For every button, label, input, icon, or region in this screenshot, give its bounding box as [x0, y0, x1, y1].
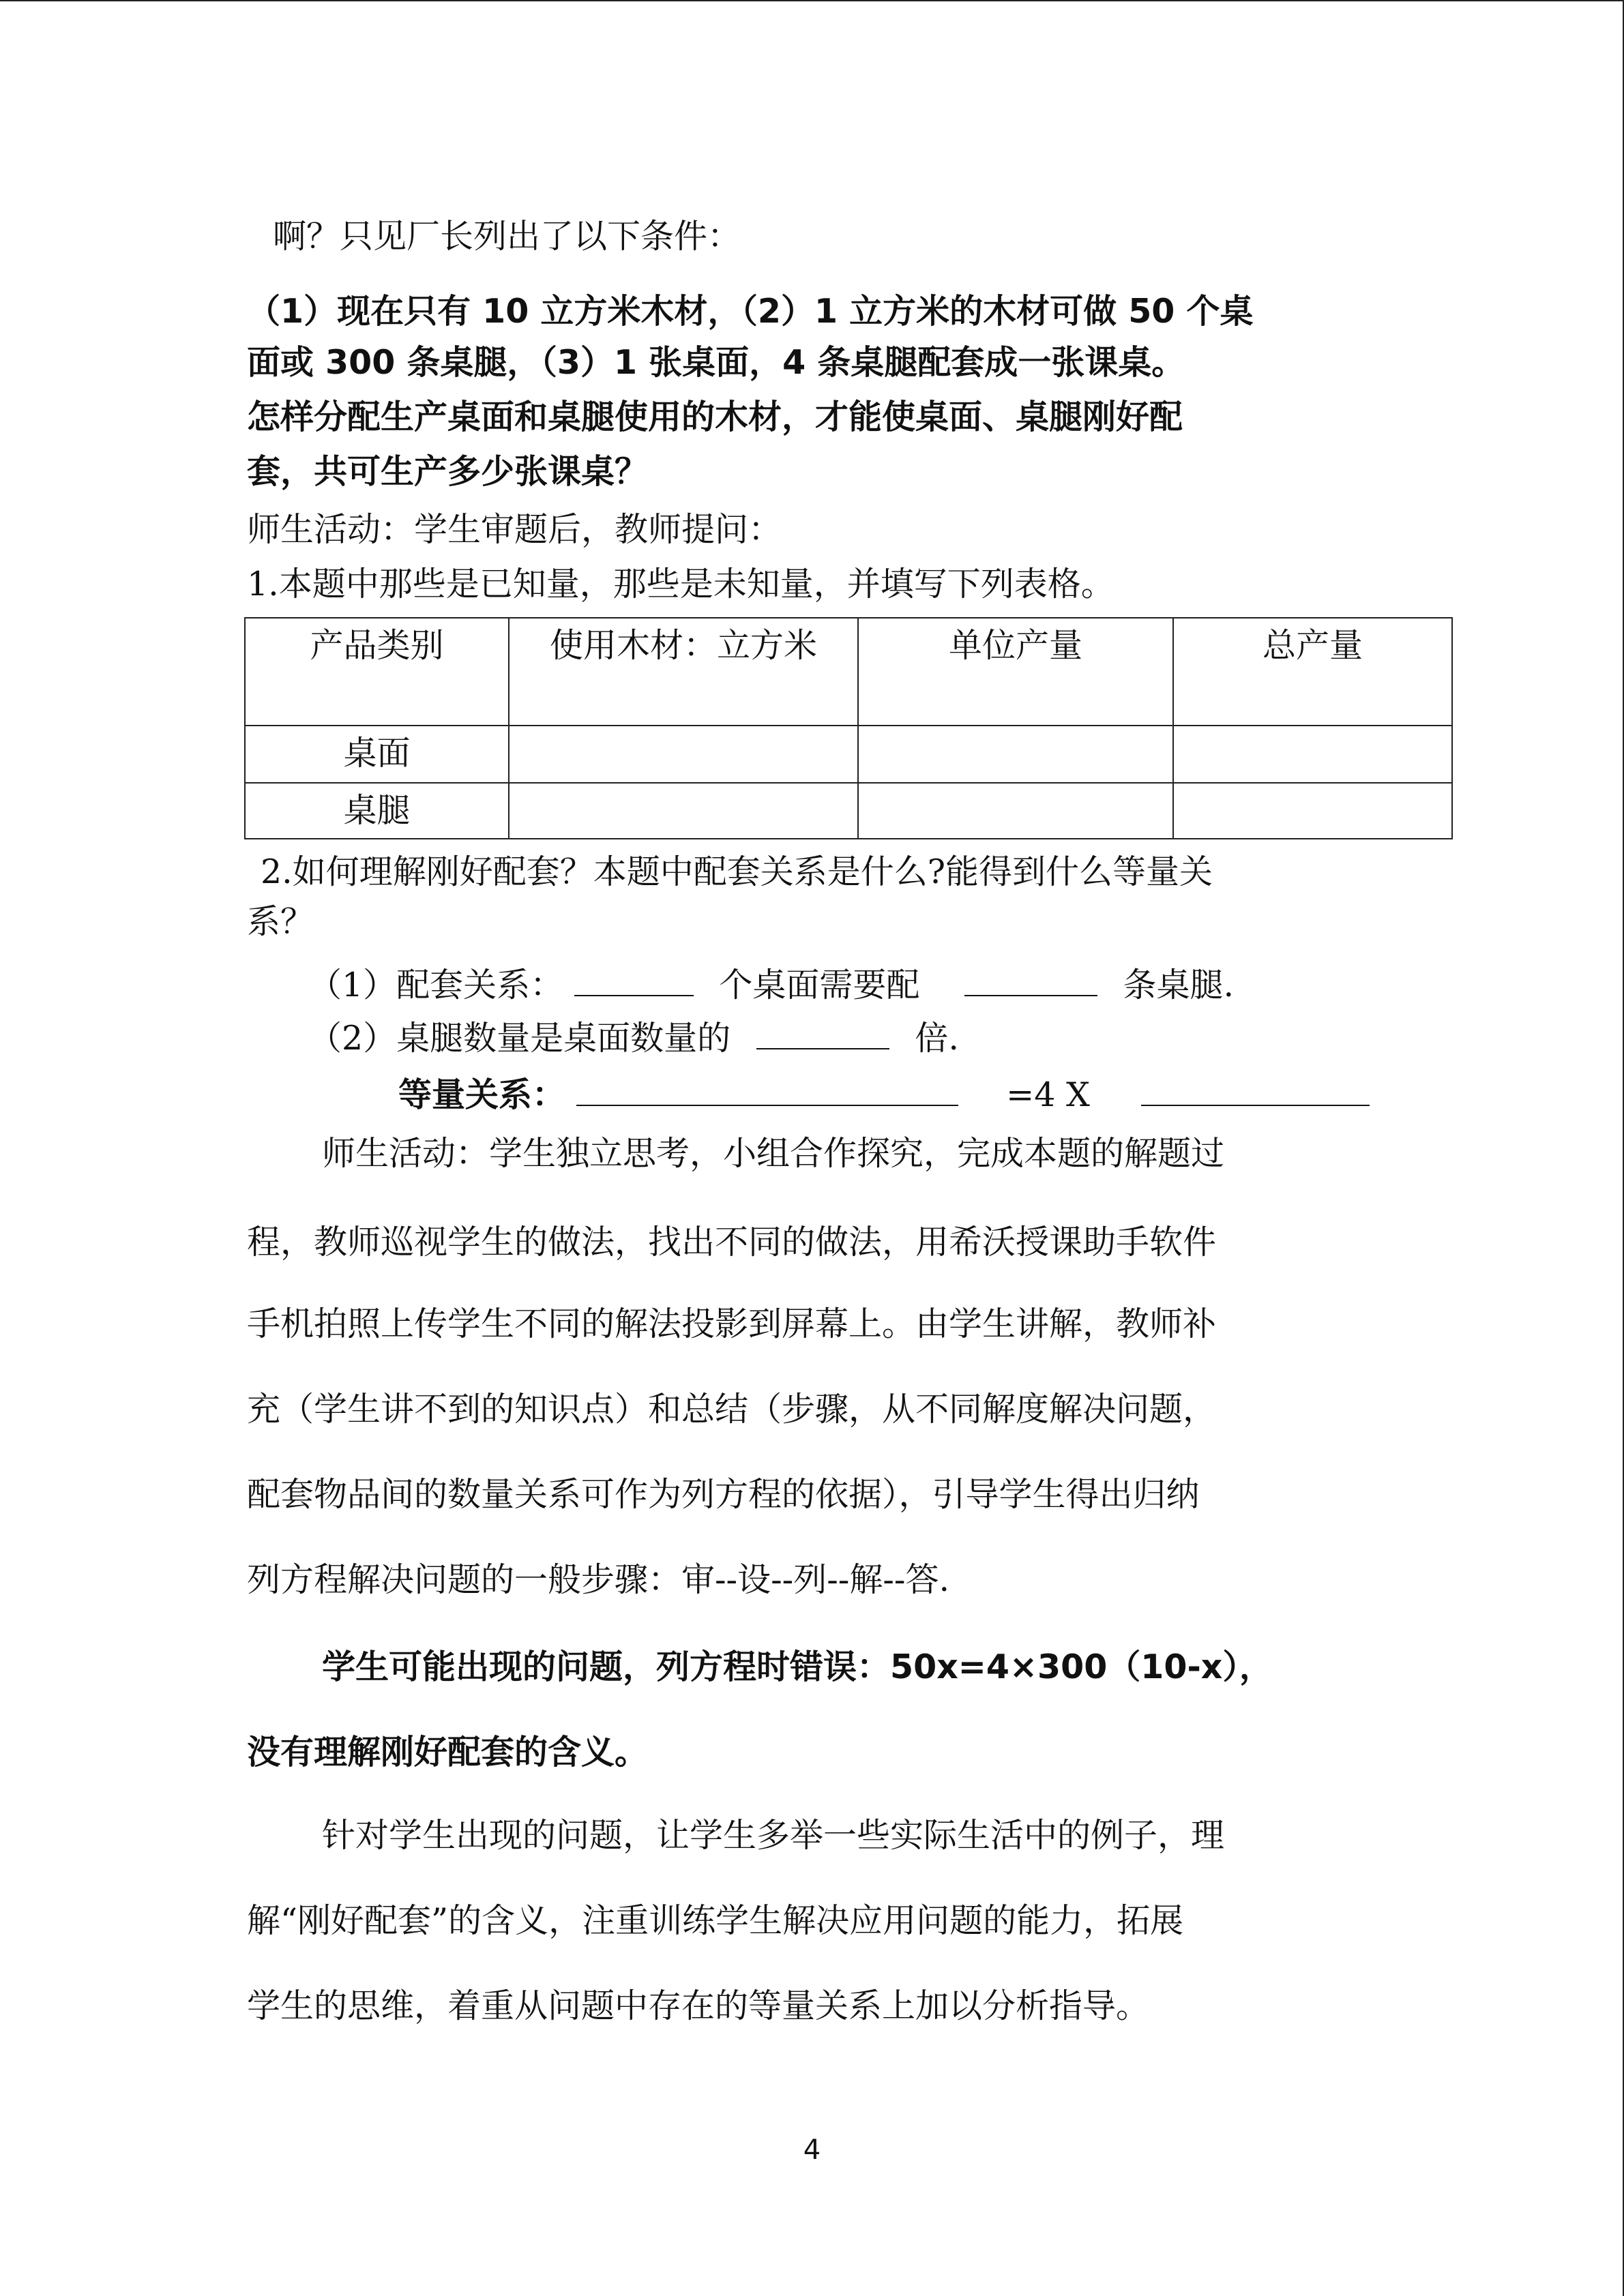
table-cell: 桌腿: [245, 783, 509, 839]
guidance-line: 针对学生出现的问题，让学生多举一些实际生活中的例子，理: [322, 1816, 1225, 1855]
question-line: 套，共可生产多少张课桌？: [247, 452, 649, 491]
relation-2: （2）桌腿数量是桌面数量的 倍.: [308, 1013, 959, 1060]
blank-field[interactable]: [574, 959, 694, 996]
intro-text: 啊？只见厂长列出了以下条件：: [273, 217, 741, 256]
blank-field[interactable]: [964, 959, 1097, 996]
activity-paragraph-line: 列方程解决问题的一般步骤：审--设--列--解--答.: [247, 1560, 950, 1599]
table-row: [245, 783, 1452, 839]
table-cell: [509, 726, 858, 783]
table-cell: [858, 783, 1173, 839]
question-2-cont: 系？: [247, 902, 314, 941]
table-row: [245, 726, 1452, 783]
table-cell: [509, 783, 858, 839]
guidance-line: 学生的思维，着重从问题中存在的等量关系上加以分析指导。: [247, 1986, 1150, 2025]
activity-paragraph-line: 师生活动：学生独立思考，小组合作探究，完成本题的解题过: [322, 1134, 1225, 1173]
activity-paragraph-line: 手机拍照上传学生不同的解法投影到屏幕上。由学生讲解，教师补: [247, 1304, 1217, 1343]
question-line: 怎样分配生产桌面和桌腿使用的木材，才能使桌面、桌腿刚好配: [247, 398, 1183, 436]
question-1: 1.本题中那些是已知量，那些是未知量，并填写下列表格。: [247, 565, 1114, 603]
blank-field[interactable]: [576, 1069, 958, 1106]
condition-line: 面或 300 条桌腿，（3）1 张桌面，4 条桌腿配套成一张课桌。: [247, 343, 1185, 382]
problem-line: 学生可能出现的问题，列方程时错误：50x=4×300（10-x），: [322, 1648, 1273, 1686]
blank-field[interactable]: [1141, 1069, 1370, 1106]
activity-paragraph-line: 配套物品间的数量关系可作为列方程的依据），引导学生得出归纳: [247, 1475, 1200, 1514]
table-cell: [1173, 726, 1452, 783]
table-header-cell: 总产量: [1173, 618, 1452, 726]
data-table: [244, 617, 1453, 839]
problem-line: 没有理解刚好配套的含义。: [247, 1733, 649, 1772]
blank-field[interactable]: [756, 1013, 889, 1049]
activity-paragraph-line: 程，教师巡视学生的做法，找出不同的做法，用希沃授课助手软件: [247, 1223, 1217, 1262]
table-cell: [1173, 783, 1452, 839]
equation-line: 等量关系： =4 X: [398, 1069, 1370, 1117]
table-header-cell: 产品类别: [245, 618, 509, 726]
table-cell: [858, 726, 1173, 783]
activity-paragraph-line: 充（学生讲不到的知识点）和总结（步骤，从不同解度解决问题，: [247, 1390, 1217, 1429]
page-number: 4: [803, 2134, 821, 2166]
table-header-cell: 单位产量: [858, 618, 1173, 726]
table-header-row: [245, 618, 1452, 726]
question-2: 2.如何理解刚好配套？本题中配套关系是什么?能得到什么等量关: [261, 852, 1213, 891]
activity-text: 师生活动：学生审题后，教师提问：: [247, 510, 782, 549]
relation-1: （1）配套关系： 个桌面需要配 条桌腿.: [308, 959, 1234, 1007]
table-cell: 桌面: [245, 726, 509, 783]
condition-line: （1）现在只有 10 立方米木材，（2）1 立方米的木材可做 50 个桌: [247, 292, 1254, 331]
table-header-cell: 使用木材：立方米: [509, 618, 858, 726]
guidance-line: 解“刚好配套”的含义，注重训练学生解决应用问题的能力，拓展: [247, 1901, 1184, 1940]
